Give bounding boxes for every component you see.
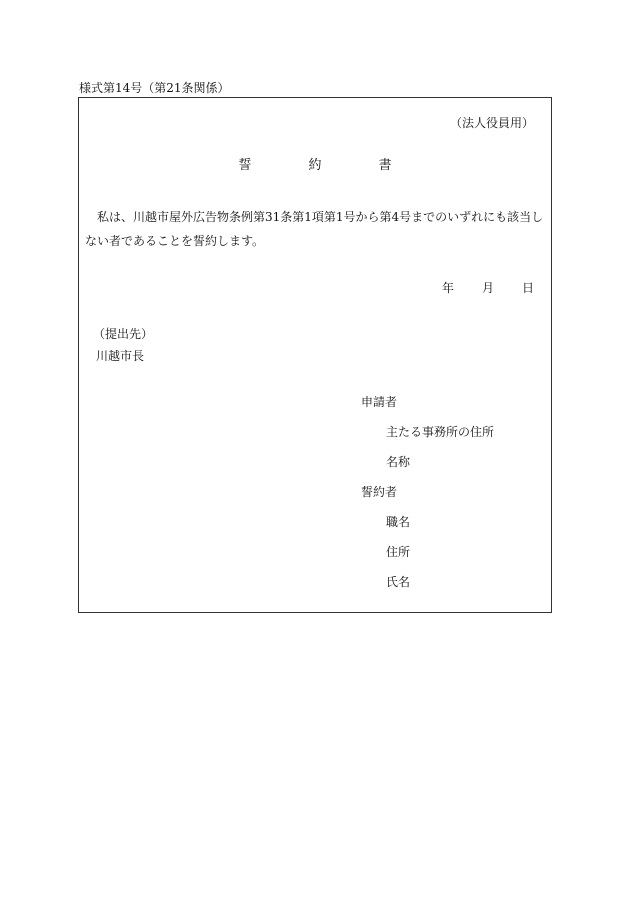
usage-note: （法人役員用） [449, 116, 534, 130]
submission-label: （提出先） [93, 327, 154, 341]
pledge-form-frame [78, 97, 552, 613]
pledger-label: 誓約者 [361, 485, 398, 499]
pledger-name-label: 氏名 [386, 575, 411, 589]
pledger-address-label: 住所 [386, 545, 411, 559]
date-line [442, 280, 534, 296]
date-day: 日 [521, 281, 534, 295]
date-year: 年 [441, 281, 454, 295]
pledge-statement: 私は、川越市屋外広告物条例第31条第1項第1号から第4号までのいずれにも該当しない者であることを誓約します。 [85, 210, 544, 248]
document-title [79, 158, 551, 174]
applicant-name-label: 名称 [386, 455, 411, 469]
applicant-label: 申請者 [361, 395, 398, 409]
date-month: 月 [481, 281, 494, 295]
pledger-position-label: 職名 [386, 515, 411, 529]
submission-recipient: 川越市長 [96, 349, 145, 363]
form-number: 様式第14号（第21条関係） [79, 81, 230, 95]
title-char-2: 約 [308, 158, 322, 173]
title-char-1: 誓 [238, 158, 252, 173]
applicant-office-address-label: 主たる事務所の住所 [386, 425, 495, 439]
title-char-3: 書 [378, 158, 392, 173]
